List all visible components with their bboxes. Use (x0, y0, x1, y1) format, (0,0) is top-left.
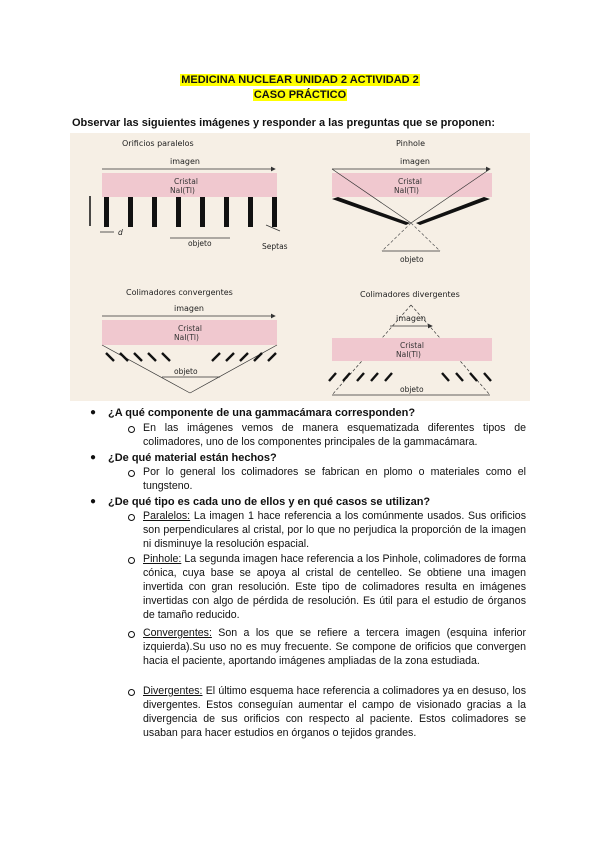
sub-bullet-divergentes (128, 689, 135, 696)
divergentes-paragraph (143, 684, 526, 740)
divergent-septum (385, 373, 392, 381)
divergent-septum (484, 373, 491, 381)
parallel-imagen-label: imagen (170, 157, 200, 166)
divergent-septum (456, 373, 463, 381)
parallel-septas-label: Septas (262, 242, 288, 251)
bullet-3: ● (90, 496, 97, 507)
divergent-septa (329, 373, 491, 381)
divergent-septum (343, 373, 350, 381)
parallel-septum (272, 197, 277, 227)
paralelos-text: La imagen 1 hace referencia a los comúnmente usados. Sus orificios son perpendiculares al cristal, por lo que no perjudica la proporción de la imagen ni disminuye la resolución espacial. (143, 510, 526, 550)
parallel-septum (128, 197, 133, 227)
divergent-septum (442, 373, 449, 381)
convergent-objeto-label: objeto (174, 367, 198, 376)
bullet-2: ● (90, 452, 97, 463)
question-1: ¿A qué componente de una gammacámara corresponden? (108, 407, 416, 419)
parallel-nai-label: NaI(Tl) (170, 186, 195, 195)
convergent-septum (134, 353, 142, 361)
convergent-title: Colimadores convergentes (126, 288, 233, 297)
pinhole-text: La segunda imagen hace referencia a los Pinhole, colimadores de forma cónica, cuya base se apoya al cristal de centelleo. Se obtiene una imagen invertida con gran resolución. Este tipo de colimadores resulta en imágenes invertidas con algo de pérdida de resolución. Es útil para el estudio de órganos de tamaño reducido. (143, 553, 526, 621)
divergent-objeto-label: objeto (400, 385, 424, 394)
sub-bullet-a2 (128, 470, 135, 477)
parallel-septum (176, 197, 181, 227)
convergent-septum (148, 353, 156, 361)
convergent-nai-label: NaI(Tl) (174, 333, 199, 342)
convergent-cristal-label: Cristal (178, 324, 202, 333)
question-2: ¿De qué material están hechos? (108, 452, 277, 464)
title-line-2: CASO PRÁCTICO (253, 89, 347, 101)
divergent-septum (329, 373, 336, 381)
pinhole-wall-right (416, 197, 490, 225)
pinhole-cristal-label: Cristal (398, 177, 422, 186)
convergent-septum (120, 353, 128, 361)
divergent-title: Colimadores divergentes (360, 290, 460, 299)
pinhole-imagen-label: imagen (400, 157, 430, 166)
convergent-septum (106, 353, 114, 361)
divergent-diagram (329, 290, 492, 395)
convergent-ray-right (190, 345, 277, 393)
convergent-septum (240, 353, 248, 361)
bullet-1: ● (90, 407, 97, 418)
pinhole-nai-label: NaI(Tl) (394, 186, 419, 195)
paralelos-label: Paralelos: (143, 510, 191, 522)
convergentes-paragraph (143, 626, 526, 668)
divergent-septum (470, 373, 477, 381)
answer-2: Por lo general los colimadores se fabrican en plomo o materiales como el tungsteno. (143, 466, 526, 492)
question-3: ¿De qué tipo es cada uno de ellos y en qué casos se utilizan? (108, 496, 431, 508)
convergentes-text: Son a los que se refiere a tercera imagen (esquina inferior izquierda).Su uso no es muy frecuente. Se compone de orificios que convergen hacia el paciente, aportando imágenes ampliadas de la zona estudiada. (143, 627, 526, 667)
sub-bullet-convergentes (128, 631, 135, 638)
convergent-diagram (102, 288, 277, 393)
sub-bullet-a1 (128, 426, 135, 433)
pinhole-title: Pinhole (396, 139, 426, 148)
convergent-septum (212, 353, 220, 361)
divergent-nai-label: NaI(Tl) (396, 350, 421, 359)
parallel-septum (104, 197, 109, 227)
divergentes-text: El último esquema hace referencia a colimadores ya en desuso, los divergentes. Estos conseguían aumentar el campo de visionado gracias a la divergencia de sus orificios con respecto al paciente. Estos colimadores se usaban para hacer estudios en órganos o tejidos grandes. (143, 685, 526, 739)
parallel-septum (224, 197, 229, 227)
collimators-diagram (70, 133, 530, 401)
convergent-septum (268, 353, 276, 361)
sub-bullet-pinhole (128, 557, 135, 564)
divergent-imagen-label: imagen (396, 314, 426, 323)
divergent-cristal-label: Cristal (400, 341, 424, 350)
pinhole-dash-right (411, 223, 440, 251)
paralelos-paragraph (143, 509, 526, 551)
parallel-objeto-label: objeto (188, 239, 212, 248)
divergentes-label: Divergentes: (143, 685, 203, 697)
collimators-figure (70, 133, 530, 401)
parallel-diagram (90, 139, 288, 251)
convergent-septum (162, 353, 170, 361)
divergent-septum (357, 373, 364, 381)
pinhole-diagram (332, 139, 492, 264)
parallel-title: Orificios paralelos (122, 139, 194, 148)
parallel-septa (104, 197, 277, 227)
title-line-1: MEDICINA NUCLEAR UNIDAD 2 ACTIVIDAD 2 (181, 74, 419, 86)
convergent-imagen-label: imagen (174, 304, 204, 313)
pinhole-dash-left (382, 223, 411, 251)
pinhole-paragraph (143, 552, 526, 622)
convergentes-label: Convergentes: (143, 627, 212, 639)
parallel-d-label: d (118, 228, 123, 237)
sub-bullet-paralelos (128, 514, 135, 521)
parallel-septum (152, 197, 157, 227)
pinhole-label: Pinhole: (143, 553, 182, 565)
intro-text: Observar las siguientes imágenes y responder a las preguntas que se proponen: (72, 117, 496, 129)
parallel-septum (248, 197, 253, 227)
convergent-septum (226, 353, 234, 361)
answer-1: En las imágenes vemos de manera esquematizada diferentes tipos de colimadores, uno de los componentes principales de la gammacámara. (143, 422, 526, 448)
divergent-septum (371, 373, 378, 381)
pinhole-objeto-label: objeto (400, 255, 424, 264)
parallel-cristal-label: Cristal (174, 177, 198, 186)
parallel-septum (200, 197, 205, 227)
pinhole-wall-left (332, 197, 410, 225)
